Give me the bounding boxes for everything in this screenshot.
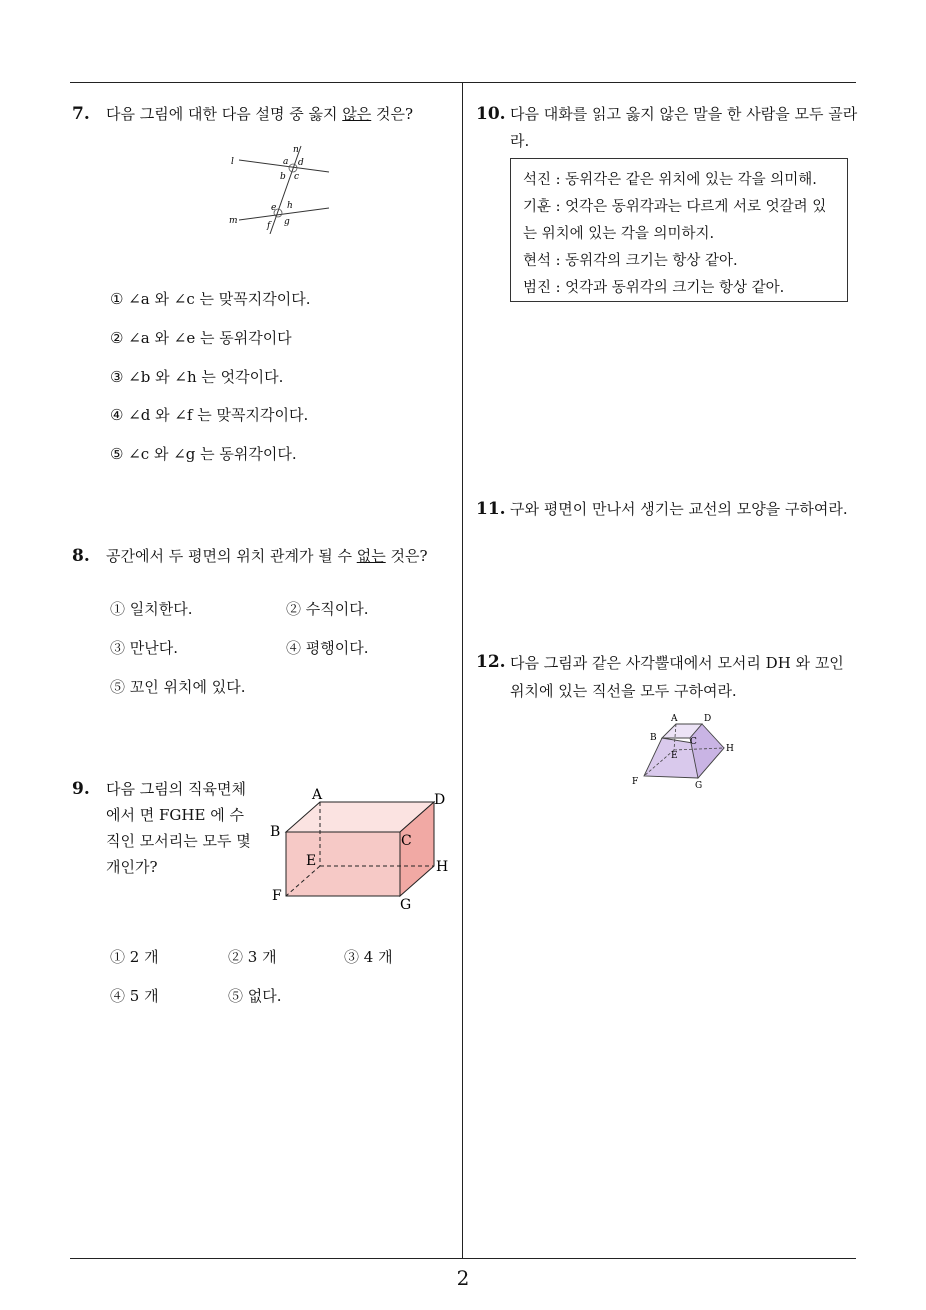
q9-choice-2[interactable]: ② 3 개: [228, 948, 277, 966]
frustum-label-A: A: [671, 714, 678, 724]
question-8-number: 8.: [72, 546, 90, 566]
question-9-number: 9.: [72, 779, 90, 799]
dialogue-line-3: 는 위치에 있는 각을 의미하지.: [523, 226, 715, 242]
q8-choice-4[interactable]: ④ 평행이다.: [286, 639, 369, 657]
column-divider: [462, 82, 463, 1259]
parallel-lines-figure: [225, 142, 345, 234]
question-11-text: 구와 평면이 만나서 생기는 교선의 모양을 구하여라.: [510, 500, 848, 518]
question-11-number: 11.: [476, 499, 506, 519]
cuboid-label-A: A: [312, 787, 323, 803]
q7-choice-2[interactable]: ② ∠a 와 ∠e 는 동위각이다: [110, 329, 292, 347]
label-g: g: [284, 217, 290, 227]
frustum-label-B: B: [650, 733, 657, 743]
label-h: h: [287, 201, 293, 211]
dialogue-line-5: 범진 : 엇각과 동위각의 크기는 항상 같아.: [523, 280, 785, 296]
dialogue-line-2: 기훈 : 엇각은 동위각과는 다르게 서로 엇갈려 있: [523, 199, 827, 215]
q8-choice-1[interactable]: ① 일치한다.: [110, 600, 193, 618]
cuboid-label-F: F: [272, 888, 282, 904]
q7-choice-1[interactable]: ① ∠a 와 ∠c 는 맞꼭지각이다.: [110, 290, 311, 308]
q7-choice-3[interactable]: ③ ∠b 와 ∠h 는 엇각이다.: [110, 368, 284, 386]
question-7-text: 다음 그림에 대한 다음 설명 중 옳지 않은 것은?: [106, 105, 414, 123]
q8-choice-5[interactable]: ⑤ 꼬인 위치에 있다.: [110, 678, 246, 696]
question-10-text: 다음 대화를 읽고 옳지 않은 말을 한 사람을 모두 골라 라.: [510, 105, 858, 150]
q7-choice-5[interactable]: ⑤ ∠c 와 ∠g 는 동위각이다.: [110, 445, 297, 463]
q8-choice-3[interactable]: ③ 만난다.: [110, 639, 179, 657]
label-m: m: [229, 216, 238, 226]
dialogue-line-1: 석진 : 동위각은 같은 위치에 있는 각을 의미해.: [523, 172, 817, 188]
label-a: a: [283, 157, 289, 167]
label-c: c: [294, 172, 300, 182]
cuboid-figure: [262, 782, 462, 912]
frustum-label-H: H: [726, 744, 734, 754]
q9-choice-5[interactable]: ⑤ 없다.: [228, 987, 282, 1005]
label-d: d: [298, 158, 304, 168]
label-n: n: [293, 145, 299, 155]
question-12-text: 다음 그림과 같은 사각뿔대에서 모서리 DH 와 꼬인 위치에 있는 직선을 모두 구하여라.: [510, 654, 844, 700]
question-9-text: 다음 그림의 직육면체 에서 면 FGHE 에 수 직인 모서리는 모두 몇 개인가?: [106, 780, 251, 876]
question-12-number: 12.: [476, 652, 506, 672]
dialogue-line-4: 현석 : 동위각의 크기는 항상 같아.: [523, 253, 738, 269]
q9-choice-1[interactable]: ① 2 개: [110, 948, 159, 966]
question-10-number: 10.: [476, 104, 506, 124]
frustum-label-F: F: [632, 777, 639, 787]
frustum-label-D: D: [704, 714, 712, 724]
cuboid-label-D: D: [434, 792, 446, 808]
page-number: 2: [456, 1266, 470, 1290]
q7-choice-4[interactable]: ④ ∠d 와 ∠f 는 맞꼭지각이다.: [110, 406, 309, 424]
label-b: b: [280, 172, 286, 182]
dialogue-box: [510, 158, 848, 302]
q9-choice-4[interactable]: ④ 5 개: [110, 987, 159, 1005]
label-e: e: [271, 203, 277, 213]
top-rule: [70, 82, 856, 83]
cuboid-label-G: G: [400, 897, 412, 912]
frustum-figure: [628, 710, 746, 792]
bottom-rule: [70, 1258, 856, 1259]
cuboid-label-H: H: [436, 859, 449, 875]
cuboid-label-C: C: [401, 833, 412, 849]
frustum-label-C: C: [690, 737, 697, 747]
frustum-label-E: E: [671, 751, 678, 761]
q9-choice-3[interactable]: ③ 4 개: [344, 948, 393, 966]
frustum-label-G: G: [695, 781, 703, 791]
cuboid-label-E: E: [306, 853, 317, 869]
label-l: l: [231, 157, 234, 167]
question-7-number: 7.: [72, 104, 90, 124]
q8-choice-2[interactable]: ② 수직이다.: [286, 600, 369, 618]
cuboid-label-B: B: [270, 824, 281, 840]
question-8-text: 공간에서 두 평면의 위치 관계가 될 수 없는 것은?: [106, 547, 428, 565]
label-f: f: [267, 221, 271, 231]
